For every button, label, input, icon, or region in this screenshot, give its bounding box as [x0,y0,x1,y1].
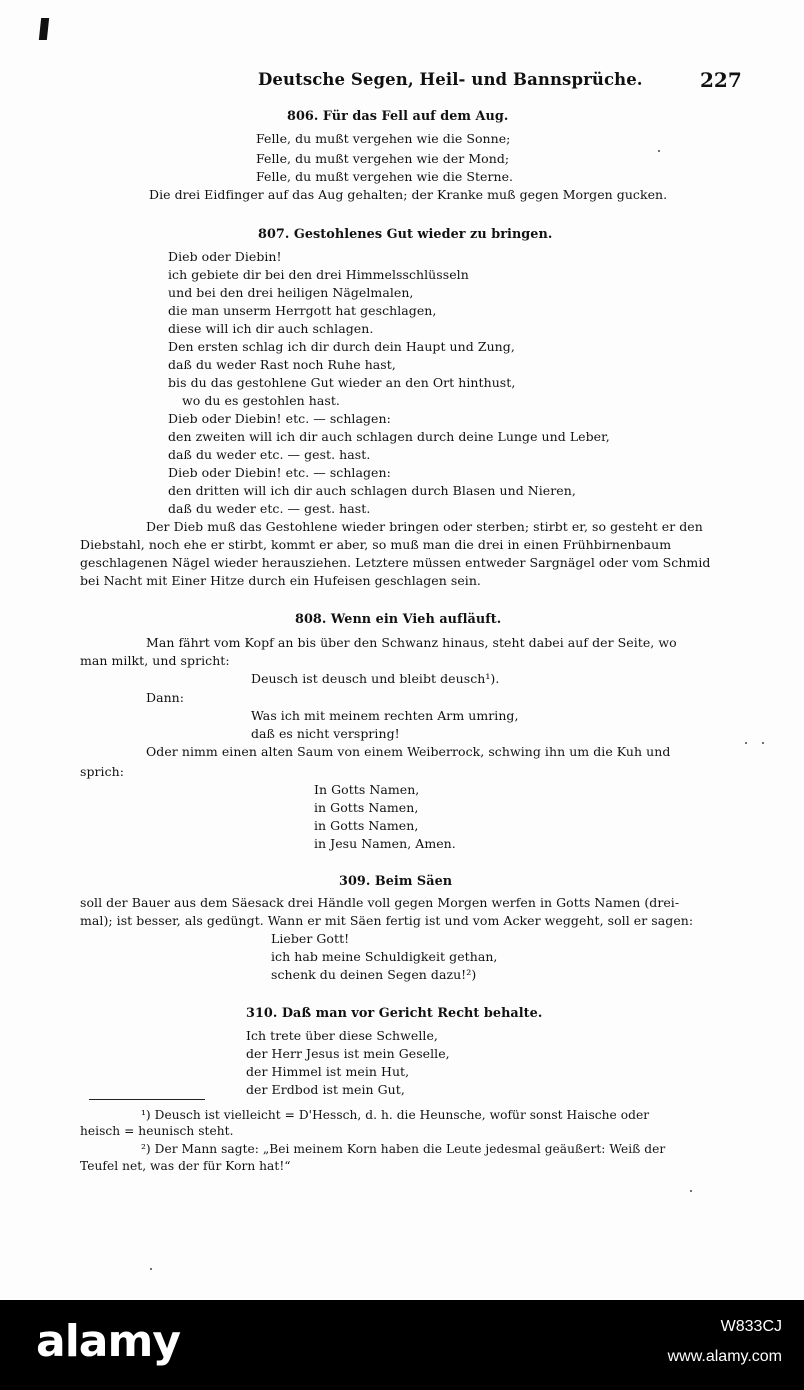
page-number: 227 [700,68,742,92]
text-line: ich gebiete dir bei den drei Himmelsschlüsseln [168,267,469,282]
text-line: bis du das gestohlene Gut wieder an den Ort hinthust, [168,375,516,390]
text-line: Ich trete über diese Schwelle, [246,1028,438,1043]
footnote-line: heisch = heunisch steht. [80,1124,234,1138]
text-line: Diebstahl, noch ehe er stirbt, kommt er aber, so muß man die drei in einen Frühbirnenbaum [80,537,672,552]
section-heading-309: 309. Beim Säen [339,874,453,889]
text-line: Felle, du mußt vergehen wie der Mond; [256,151,510,166]
text-line: Felle, du mußt vergehen wie die Sterne. [256,169,514,184]
scan-speck [690,1190,692,1192]
running-title: Deutsche Segen, Heil- und Bannsprüche. [258,70,643,89]
text-line: der Herr Jesus ist mein Geselle, [246,1046,450,1061]
page-header [0,70,804,98]
text-line: die man unserm Herrgott hat geschlagen, [168,303,437,318]
text-line: in Jesu Namen, Amen. [314,836,456,851]
text-line: daß du weder etc. — gest. hast. [168,501,371,516]
text-line: den dritten will ich dir auch schlagen durch Blasen und Nieren, [168,483,576,498]
text-line: Dieb oder Diebin! [168,249,282,264]
text-line: ich hab meine Schuldigkeit gethan, [271,949,498,964]
text-line: den zweiten will ich dir auch schlagen durch deine Lunge und Leber, [168,429,610,444]
stock-banner [0,1300,804,1390]
text-line: schenk du deinen Segen dazu!²) [271,967,477,982]
brand-logo: alamy [36,1316,180,1367]
text-line: Die drei Eidfinger auf das Aug gehalten; der Kranke muß gegen Morgen gucken. [149,187,668,202]
text-line: Dann: [146,690,185,705]
text-line: Deusch ist deusch und bleibt deusch¹). [251,671,500,686]
scan-speck [150,1268,152,1270]
text-line: Dieb oder Diebin! etc. — schlagen: [168,411,391,426]
text-line: wo du es gestohlen hast. [182,393,340,408]
footnote-line: ¹) Deusch ist vielleicht = D'Hessch, d. h. die Heunsche, wofür sonst Haische oder [141,1108,650,1122]
text-line: mal); ist besser, als gedüngt. Wann er mit Säen fertig ist und vom Acker weggeht, soll er sagen: [80,913,694,928]
text-line: Man fährt vom Kopf an bis über den Schwanz hinaus, steht dabei auf der Seite, wo [146,635,677,650]
text-line: sprich: [80,764,125,779]
corner-mark [39,18,49,40]
footnote-line: Teufel net, was der für Korn hat!“ [80,1159,291,1173]
text-line: daß es nicht verspring! [251,726,400,741]
text-line: in Gotts Namen, [314,800,419,815]
footnote-divider [89,1099,205,1100]
text-line: Felle, du mußt vergehen wie die Sonne; [256,131,511,146]
site-url: www.alamy.com [667,1348,782,1365]
scan-speck [762,742,764,744]
text-line: man milkt, und spricht: [80,653,230,668]
section-heading-806: 806. Für das Fell auf dem Aug. [287,109,509,124]
text-line: daß du weder etc. — gest. hast. [168,447,371,462]
section-heading-310: 310. Daß man vor Gericht Recht behalte. [246,1006,543,1021]
image-id: W833CJ [720,1318,782,1335]
text-line: Dieb oder Diebin! etc. — schlagen: [168,465,391,480]
text-line: diese will ich dir auch schlagen. [168,321,374,336]
text-line: der Erdbod ist mein Gut, [246,1082,405,1097]
text-line: Was ich mit meinem rechten Arm umring, [251,708,519,723]
text-line: Den ersten schlag ich dir durch dein Haupt und Zung, [168,339,515,354]
text-line: und bei den drei heiligen Nägelmalen, [168,285,414,300]
section-heading-808: 808. Wenn ein Vieh aufläuft. [295,612,502,627]
text-line: Lieber Gott! [271,931,350,946]
scan-speck [745,742,747,744]
text-line: Der Dieb muß das Gestohlene wieder bringen oder sterben; stirbt er, so gesteht er den [146,519,703,534]
scan-speck [658,150,660,152]
text-line: Oder nimm einen alten Saum von einem Weiberrock, schwing ihn um die Kuh und [146,744,671,759]
text-line: In Gotts Namen, [314,782,420,797]
text-line: in Gotts Namen, [314,818,419,833]
footnote-line: ²) Der Mann sagte: „Bei meinem Korn haben die Leute jedesmal geäußert: Weiß der [141,1142,666,1156]
text-line: bei Nacht mit Einer Hitze durch ein Hufeisen geschlagen sein. [80,573,481,588]
section-heading-807: 807. Gestohlenes Gut wieder zu bringen. [258,227,553,242]
text-line: daß du weder Rast noch Ruhe hast, [168,357,396,372]
text-line: geschlagenen Nägel wieder herausziehen. Letztere müssen entweder Sargnägel oder vom Schmid [80,555,711,570]
text-line: soll der Bauer aus dem Säesack drei Händle voll gegen Morgen werfen in Gotts Namen (drei- [80,895,680,910]
text-line: der Himmel ist mein Hut, [246,1064,410,1079]
